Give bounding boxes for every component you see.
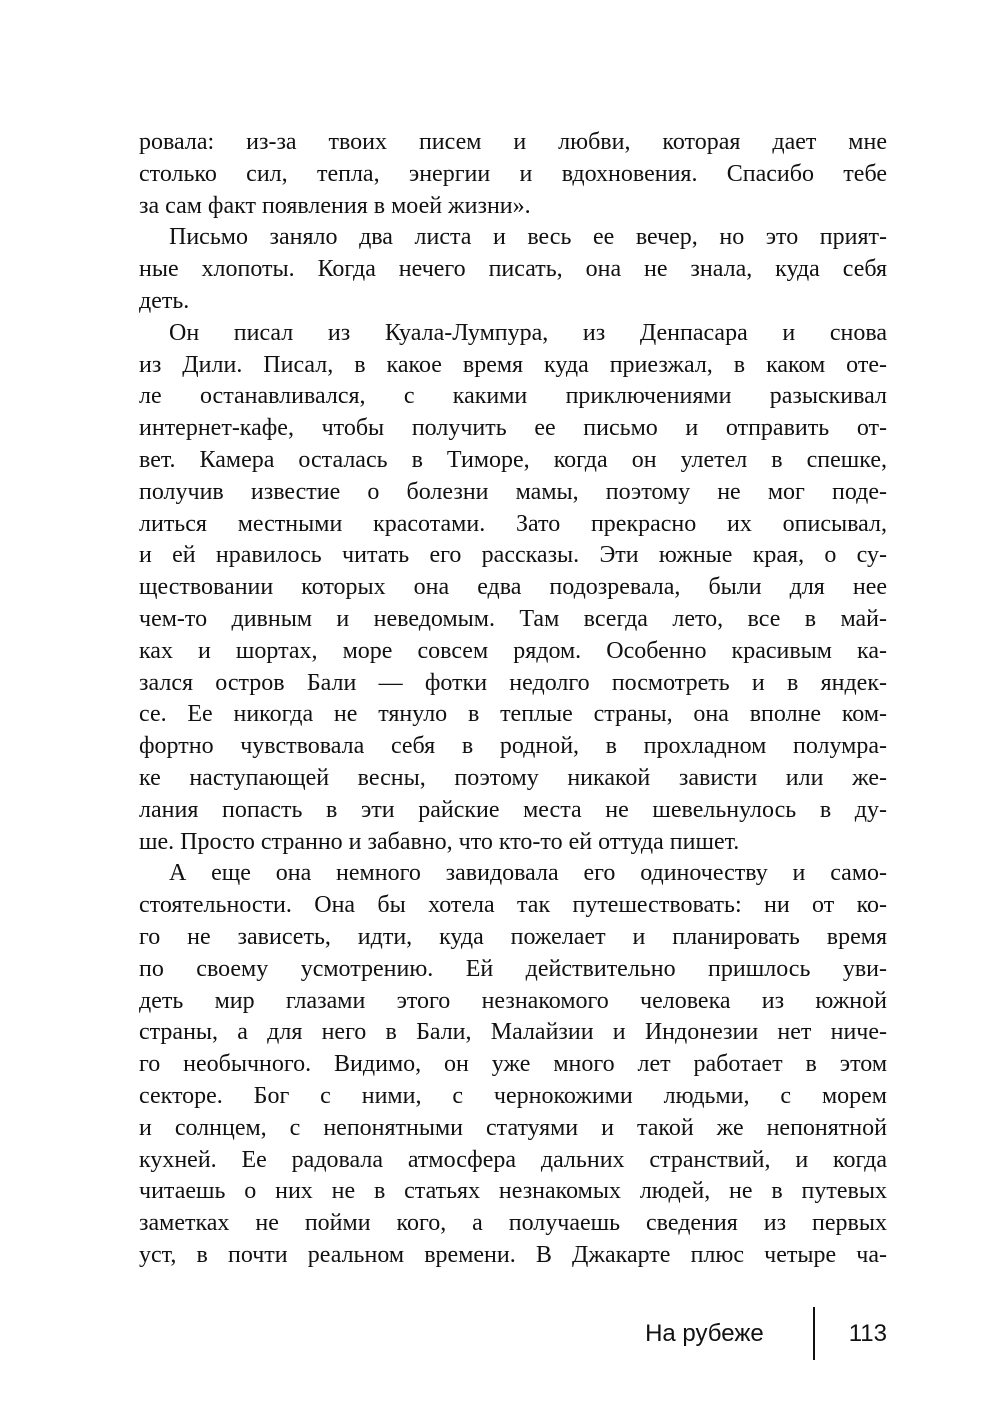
text-line: и солнцем, с непонятными статуями и такой же непонятной bbox=[139, 1114, 887, 1141]
text-line: литься местными красотами. Зато прекрасно их описывал, bbox=[139, 510, 887, 537]
page-footer bbox=[645, 1307, 887, 1360]
text-line: ные хлопоты. Когда нечего писать, она не знала, куда себя bbox=[139, 256, 887, 283]
text-line: ровала: из-за твоих писем и любви, которая дает мне bbox=[139, 129, 887, 155]
text-line: се. Ее никогда не тянуло в теплые страны, она вполне ком- bbox=[139, 701, 887, 728]
text-line: и ей нравилось читать его рассказы. Эти южные края, о су- bbox=[139, 542, 887, 569]
text-line: деть. bbox=[139, 287, 190, 314]
text-line: стоятельности. Она бы хотела так путешествовать: ни от ко- bbox=[139, 892, 887, 919]
text-line: интернет-кафе, чтобы получить ее письмо и отправить от- bbox=[139, 415, 887, 442]
text-line: кухней. Ее радовала атмосфера дальних странствий, и когда bbox=[139, 1146, 887, 1173]
text-line: заметках не пойми кого, а получаешь сведения из первых bbox=[139, 1210, 887, 1237]
text-line: вет. Камера осталась в Тиморе, когда он улетел в спешке, bbox=[139, 446, 887, 473]
page-number: 113 bbox=[848, 1319, 887, 1347]
text-line: лания попасть в эти райские места не шевельнулось в ду- bbox=[139, 796, 887, 823]
text-line: страны, а для него в Бали, Малайзии и Индонезии нет ниче- bbox=[139, 1019, 887, 1046]
text-line: получив известие о болезни мамы, поэтому не мог поде- bbox=[139, 478, 887, 505]
text-line: ке наступающей весны, поэтому никакой зависти или же- bbox=[139, 764, 887, 791]
footer-divider bbox=[813, 1307, 815, 1360]
text-line: Он писал из Куала-Лумпура, из Денпасара и снова bbox=[169, 319, 887, 346]
text-line: го не зависеть, идти, куда пожелает и планировать время bbox=[139, 923, 887, 950]
text-line: Письмо заняло два листа и весь ее вечер, но это прият- bbox=[169, 224, 887, 251]
text-line: читаешь о них не в статьях незнакомых людей, не в путевых bbox=[139, 1178, 887, 1205]
text-line: по своему усмотрению. Ей действительно пришлось уви- bbox=[139, 955, 887, 982]
text-line: ках и шортах, море совсем рядом. Особенно красивым ка- bbox=[139, 637, 887, 664]
text-line: А еще она немного завидовала его одиночеству и само- bbox=[169, 860, 887, 887]
text-line: деть мир глазами этого незнакомого человека из южной bbox=[139, 987, 887, 1014]
text-line: секторе. Бог с ними, с чернокожими людьми, с морем bbox=[139, 1082, 887, 1109]
text-line: чем-то дивным и неведомым. Там всегда лето, все в май- bbox=[139, 605, 887, 632]
text-line: за сам факт появления в моей жизни». bbox=[139, 192, 531, 219]
text-line: ше. Просто странно и забавно, что кто-то ей оттуда пишет. bbox=[139, 828, 740, 855]
text-line: го необычного. Видимо, он уже много лет работает в этом bbox=[139, 1051, 887, 1078]
text-line: столько сил, тепла, энергии и вдохновения. Спасибо тебе bbox=[139, 160, 887, 187]
text-line: из Дили. Писал, в какое время куда приезжал, в каком оте- bbox=[139, 351, 887, 378]
text-line: ле останавливался, с какими приключениями разыскивал bbox=[139, 383, 887, 410]
text-line: уст, в почти реальном времени. В Джакарте плюс четыре ча- bbox=[139, 1241, 887, 1268]
running-title: На рубеже bbox=[645, 1319, 764, 1347]
text-line: фортно чувствовала себя в родной, в прохладном полумра- bbox=[139, 733, 887, 760]
body-text bbox=[139, 127, 887, 1272]
text-line: ществовании которых она едва подозревала, были для нее bbox=[139, 574, 887, 601]
text-line: зался остров Бали — фотки недолго посмотреть и в яндек- bbox=[139, 669, 887, 696]
